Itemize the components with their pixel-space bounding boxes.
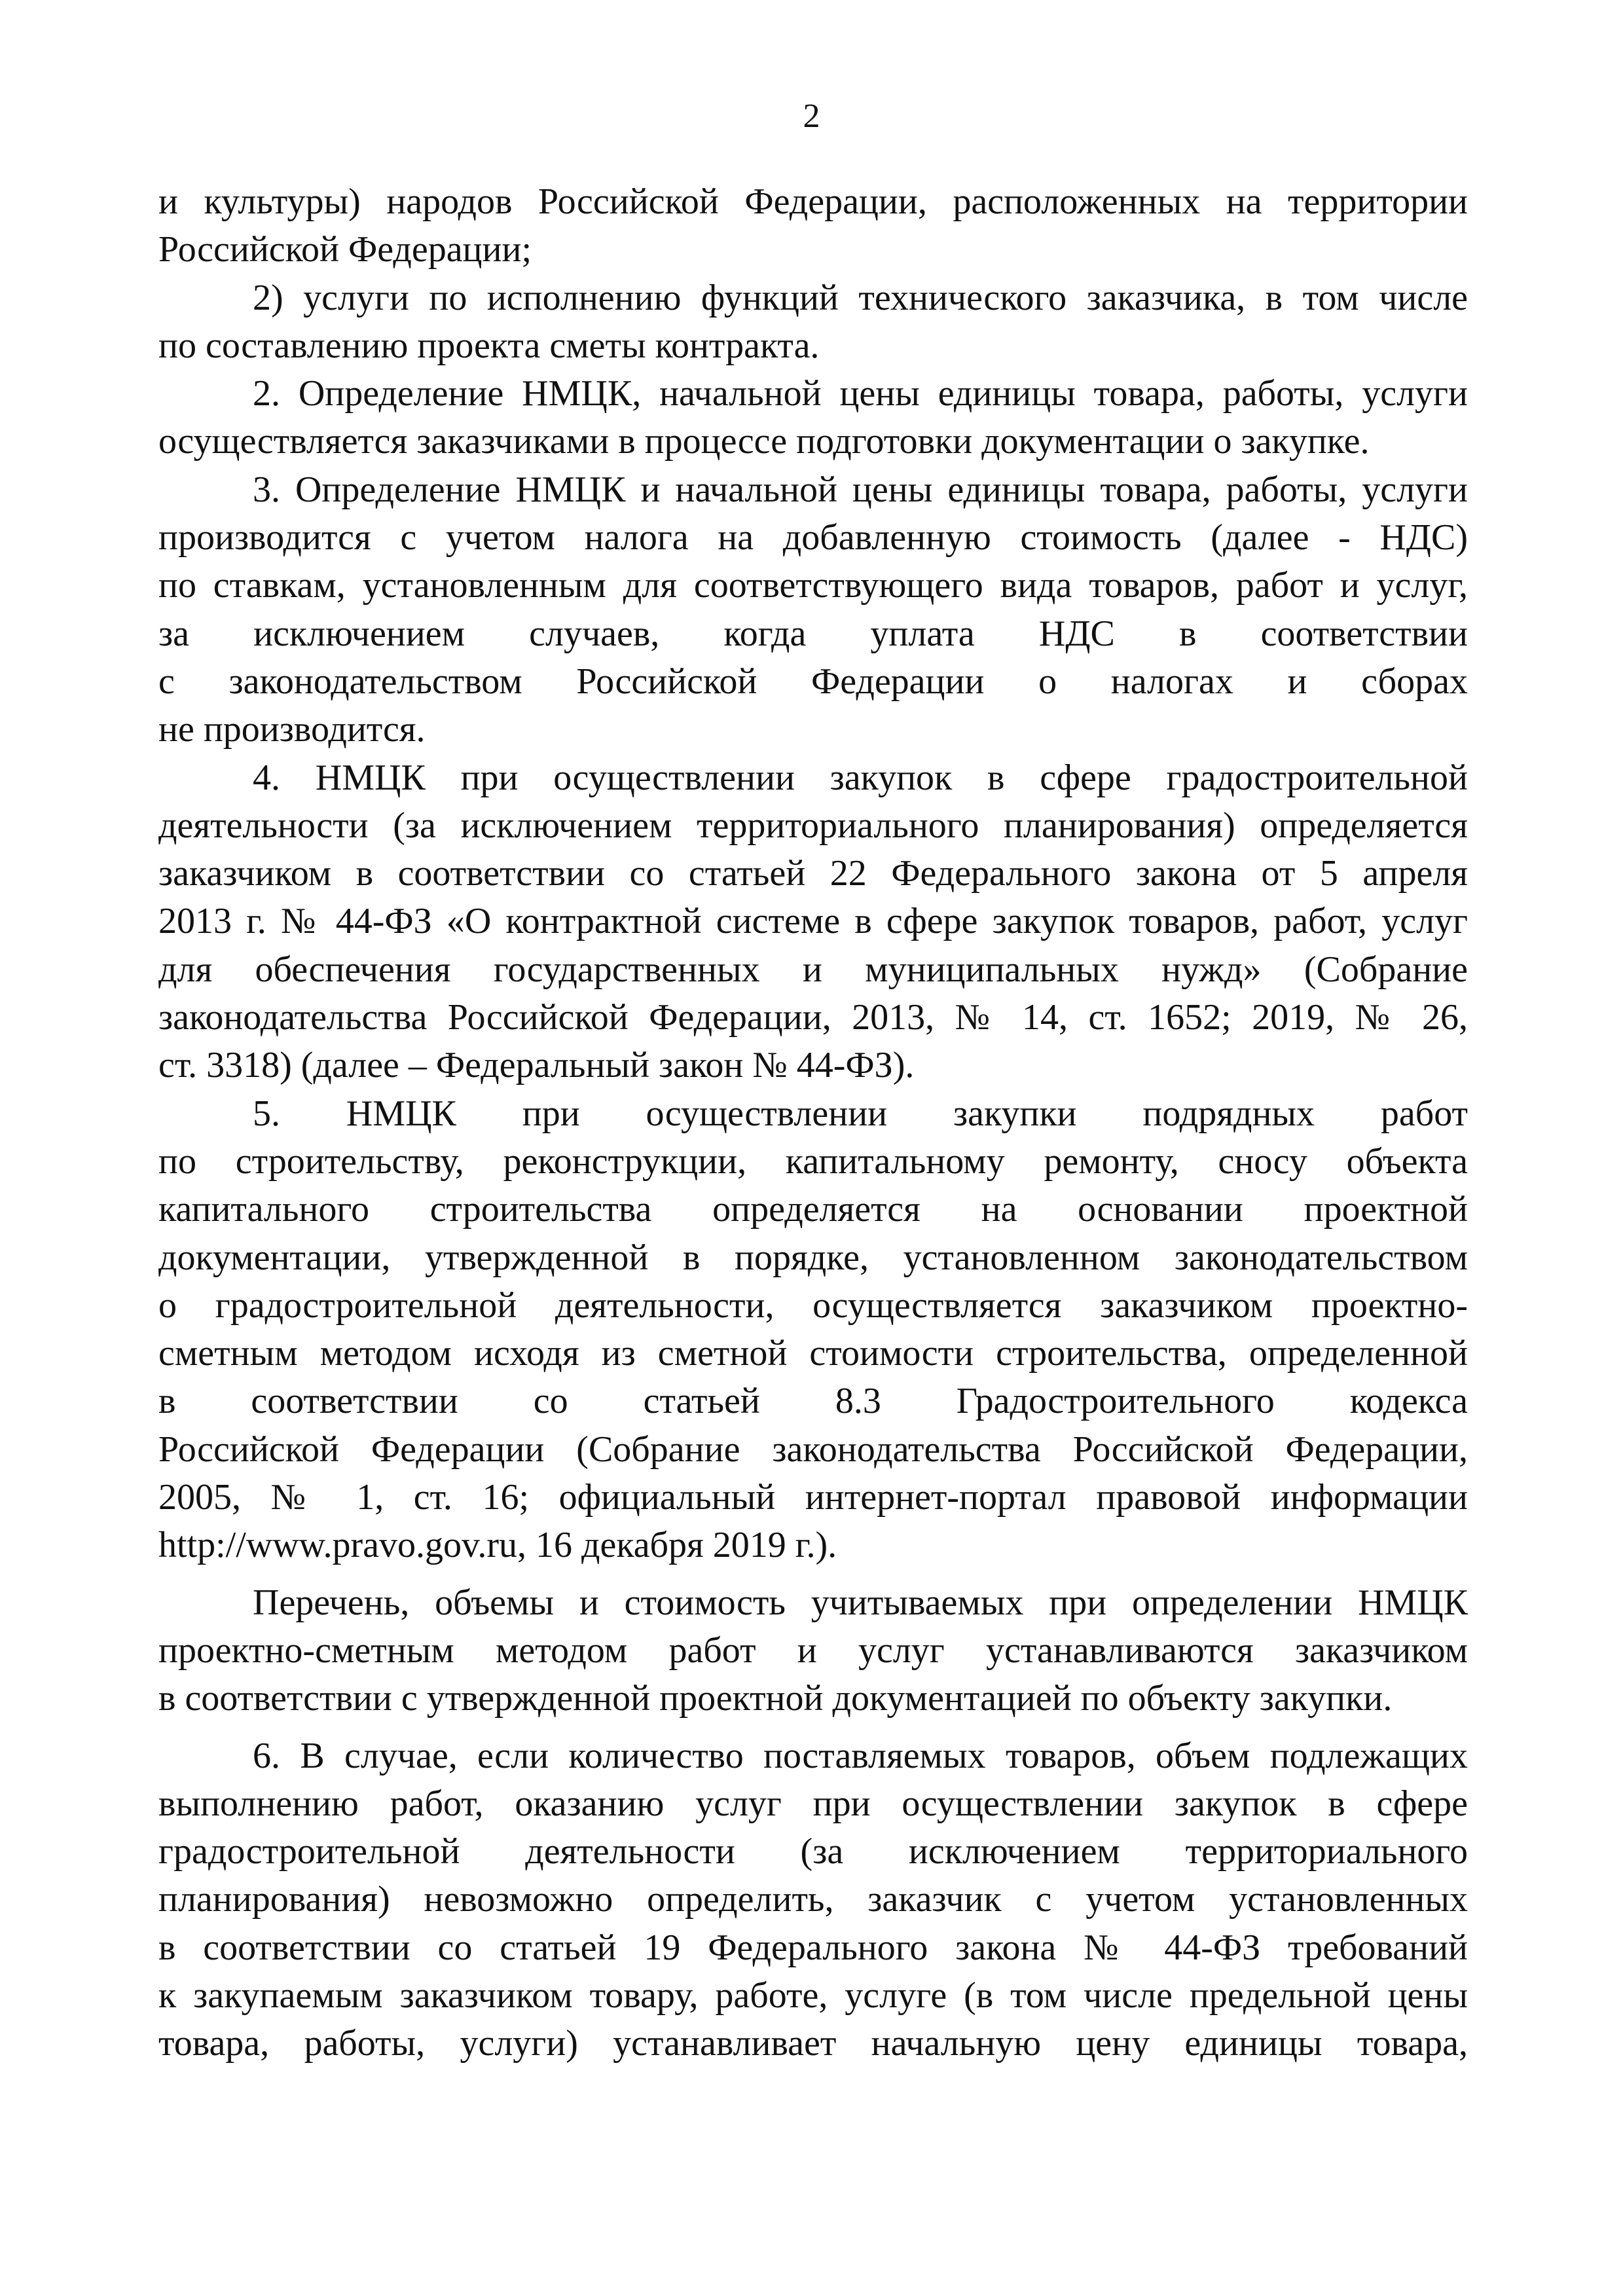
text-line: 2013 г. № 44-ФЗ «О контрактной системе в сфере закупок товаров, работ, услуг [158, 901, 1468, 942]
text-line: в соответствии со статьей 19 Федерального закона № 44-ФЗ требований [158, 1927, 1468, 1968]
text-line: для обеспечения государственных и муниципальных нужд» (Собрание [158, 949, 1468, 990]
text-line: по ставкам, установленным для соответствующего вида товаров, работ и услуг, [158, 565, 1468, 606]
text-line: за исключением случаев, когда уплата НДС в соответствии [158, 613, 1468, 654]
text-line: Российской Федерации; [158, 229, 532, 270]
text-line: http://www.pravo.gov.ru, 16 декабря 2019 г.). [158, 1525, 837, 1566]
text-line: и культуры) народов Российской Федерации, расположенных на территории [158, 181, 1468, 222]
text-line: не производится. [158, 709, 426, 750]
text-line: 2. Определение НМЦК, начальной цены единицы товара, работы, услуги [253, 373, 1468, 414]
text-line: градостроительной деятельности (за исключением территориального [158, 1831, 1468, 1872]
text-line: планирования) невозможно определить, заказчик с учетом установленных [158, 1879, 1468, 1920]
text-line: товара, работы, услуги) устанавливает начальную цену единицы товара, [158, 2023, 1468, 2064]
text-line: выполнению работ, оказанию услуг при осуществлении закупок в сфере [158, 1783, 1468, 1824]
document-body [158, 178, 1468, 2068]
text-line: о градостроительной деятельности, осуществляется заказчиком проектно- [158, 1285, 1468, 1326]
text-line: деятельности (за исключением территориального планирования) определяется [158, 805, 1468, 846]
text-line: осуществляется заказчиками в процессе подготовки документации о закупке. [158, 421, 1370, 462]
text-line: по составлению проекта сметы контракта. [158, 325, 820, 366]
text-line: проектно-сметным методом работ и услуг устанавливаются заказчиком [158, 1630, 1468, 1671]
text-line: 2005, № 1, ст. 16; официальный интернет-портал правовой информации [158, 1477, 1468, 1518]
text-line: с законодательством Российской Федерации о налогах и сборах [158, 661, 1468, 702]
text-line: 5. НМЦК при осуществлении закупки подрядных работ [253, 1093, 1468, 1134]
text-line: 2) услуги по исполнению функций технического заказчика, в том числе [253, 277, 1468, 318]
text-line: по строительству, реконструкции, капитальному ремонту, сносу объекта [158, 1140, 1468, 1182]
text-line: капитального строительства определяется на основании проектной [158, 1189, 1468, 1230]
text-line: документации, утвержденной в порядке, установленном законодательством [158, 1237, 1468, 1278]
text-line: законодательства Российской Федерации, 2013, № 14, ст. 1652; 2019, № 26, [158, 997, 1468, 1038]
text-line: к закупаемым заказчиком товару, работе, услуге (в том числе предельной цены [158, 1975, 1468, 2016]
text-line: сметным методом исходя из сметной стоимости строительства, определенной [158, 1333, 1468, 1374]
text-line: ст. 3318) (далее – Федеральный закон № 44-ФЗ). [158, 1045, 915, 1086]
text-line: Российской Федерации (Собрание законодательства Российской Федерации, [158, 1429, 1468, 1470]
page-number: 2 [803, 98, 820, 135]
text-line: 6. В случае, если количество поставляемых товаров, объем подлежащих [253, 1735, 1468, 1776]
text-line: 4. НМЦК при осуществлении закупок в сфере градостроительной [253, 757, 1468, 798]
text-line: Перечень, объемы и стоимость учитываемых при определении НМЦК [253, 1582, 1468, 1623]
text-line: производится с учетом налога на добавленную стоимость (далее - НДС) [158, 517, 1468, 558]
text-line: в соответствии с утвержденной проектной документацией по объекту закупки. [158, 1678, 1393, 1719]
text-line: в соответствии со статьей 8.3 Градостроительного кодекса [158, 1381, 1468, 1422]
text-line: 3. Определение НМЦК и начальной цены единицы товара, работы, услуги [253, 469, 1468, 510]
text-line: заказчиком в соответствии со статьей 22 Федерального закона от 5 апреля [158, 853, 1468, 894]
